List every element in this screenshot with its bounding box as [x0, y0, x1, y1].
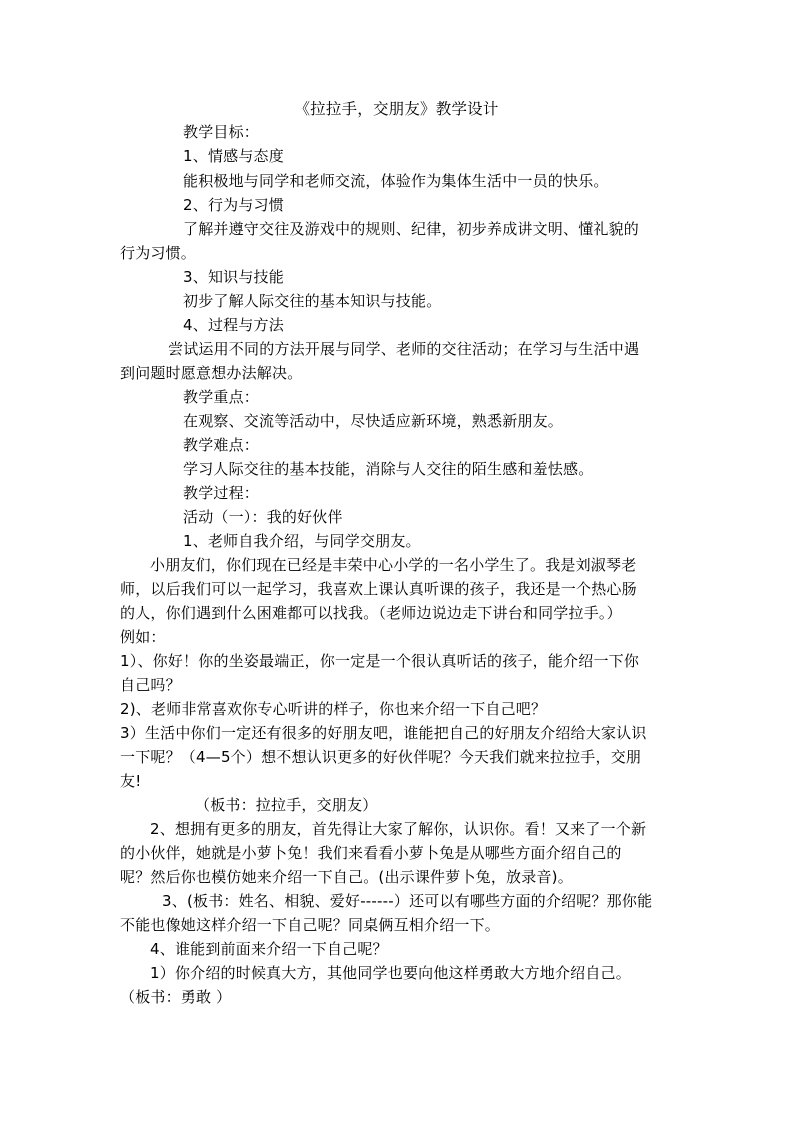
text-line: 2)、老师非常喜欢你专心听讲的样子，你也来介绍一下自己吧？	[120, 700, 547, 718]
section-heading-procedure: 教学过程：	[183, 484, 260, 502]
text-line: 师，以后我们可以一起学习，我喜欢上课认真听课的孩子，我还是一个热心肠	[120, 580, 637, 598]
text-line: 4、谁能到前面来介绍一下自己呢？	[150, 940, 388, 958]
activity-heading: 活动（一）：我的好伙伴	[183, 508, 343, 526]
text-line: 3、(板书：姓名、相貌、爱好------）还可以有哪些方面的介绍呢？那你能	[162, 892, 653, 910]
text-line: 一下呢？（4—5个）想不想认识更多的好伙伴呢？今天我们就来拉拉手，交朋	[120, 748, 642, 766]
blackboard-note: （板书：勇敢 ）	[120, 988, 232, 1006]
text-line: 呢？然后你也模仿她来介绍一下自己。(出示课件萝卜兔，放录音)。	[120, 868, 573, 886]
text-line: 到问题时愿意想办法解决。	[120, 364, 303, 382]
section-heading-objectives: 教学目标：	[183, 123, 260, 141]
subheading-attitude: 1、情感与态度	[183, 147, 284, 165]
text-line: 小朋友们，你们现在已经是丰荣中心小学的一名小学生了。我是刘淑琴老	[150, 556, 637, 574]
text-line: 的人，你们遇到什么困难都可以找我。（老师边说边走下讲台和同学拉手。）	[120, 604, 622, 622]
text-line: 学习人际交往的基本技能，消除与人交往的陌生感和羞怯感。	[183, 460, 594, 478]
text-line: 1）你介绍的时候真大方，其他同学也要向他这样勇敢大方地介绍自己。	[150, 964, 631, 982]
text-line: 能积极地与同学和老师交流，体验作为集体生活中一员的快乐。	[183, 172, 609, 190]
text-line: 自己吗？	[120, 676, 181, 694]
text-line: 不能也像她这样介绍一下自己呢？同桌俩互相介绍一下。	[120, 916, 501, 934]
text-line: 1、老师自我介绍，与同学交朋友。	[183, 532, 421, 550]
text-line: 在观察、交流等活动中，尽快适应新环境，熟悉新朋友。	[183, 412, 564, 430]
subheading-behavior: 2、行为与习惯	[183, 196, 284, 214]
subheading-process: 4、过程与方法	[183, 316, 284, 334]
text-line: 行为习惯。	[120, 244, 197, 262]
subheading-knowledge: 3、知识与技能	[183, 268, 284, 286]
blackboard-note: （板书：拉拉手，交朋友）	[195, 796, 378, 814]
text-line: 尝试运用不同的方法开展与同学、老师的交往活动；在学习与生活中遇	[168, 340, 640, 358]
text-line: 友!	[120, 772, 142, 790]
text-line: 的小伙伴，她就是小萝卜兔！我们来看看小萝卜兔是从哪些方面介绍自己的	[120, 844, 622, 862]
text-line: 3）生活中你们一定还有很多的好朋友吧，谁能把自己的好朋友介绍给大家认识	[120, 724, 647, 742]
text-line: 初步了解人际交往的基本知识与技能。	[183, 292, 442, 310]
page-title: 《拉拉手，交朋友》教学设计	[294, 100, 499, 118]
text-line: 1）、你好！你的坐姿最端正，你一定是一个很认真听话的孩子，能介绍一下你	[120, 652, 640, 670]
text-line: 2、想拥有更多的朋友，首先得让大家了解你，认识你。看！又来了一个新	[150, 820, 647, 838]
section-heading-difficulties: 教学难点：	[183, 436, 260, 454]
text-line: 了解并遵守交往及游戏中的规则、纪律，初步养成讲文明、懂礼貌的	[183, 220, 640, 238]
text-line: 例如：	[120, 628, 166, 646]
section-heading-key-points: 教学重点：	[183, 388, 260, 406]
